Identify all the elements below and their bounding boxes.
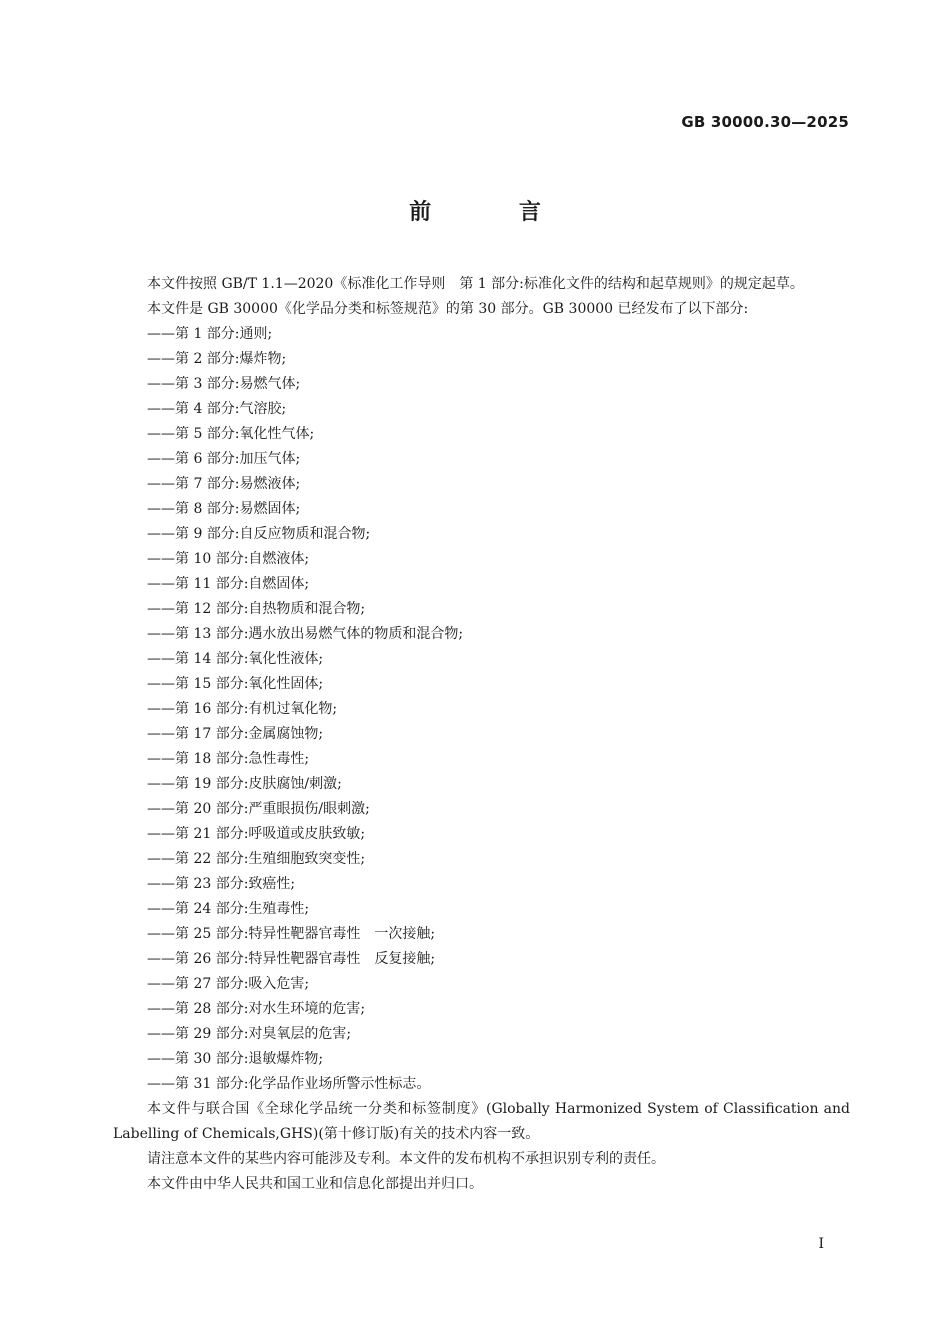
list-item: ——第 5 部分:氧化性气体; bbox=[147, 426, 315, 442]
list-item: ——第 16 部分:有机过氧化物; bbox=[147, 701, 338, 717]
list-item: ——第 23 部分:致癌性; bbox=[147, 876, 296, 892]
list-item: ——第 4 部分:气溶胶; bbox=[147, 401, 287, 417]
list-item: ——第 20 部分:严重眼损伤/眼刺激; bbox=[147, 801, 370, 817]
list-item: ——第 31 部分:化学品作业场所警示性标志。 bbox=[147, 1076, 431, 1092]
list-item: ——第 3 部分:易燃气体; bbox=[147, 376, 301, 392]
page-number: I bbox=[818, 1236, 824, 1252]
list-item: ——第 14 部分:氧化性液体; bbox=[147, 651, 324, 667]
list-item: ——第 28 部分:对水生环境的危害; bbox=[147, 1001, 366, 1017]
list-item: ——第 26 部分:特异性靶器官毒性 反复接触; bbox=[147, 951, 436, 967]
list-item: ——第 7 部分:易燃液体; bbox=[147, 476, 301, 492]
parts-list bbox=[113, 322, 850, 1097]
list-item: ——第 6 部分:加压气体; bbox=[147, 451, 301, 467]
list-item: ——第 30 部分:退敏爆炸物; bbox=[147, 1051, 324, 1067]
foreword-body bbox=[113, 272, 850, 1197]
list-item: ——第 18 部分:急性毒性; bbox=[147, 751, 310, 767]
list-item: ——第 19 部分:皮肤腐蚀/刺激; bbox=[147, 776, 342, 792]
standard-number: GB 30000.30—2025 bbox=[681, 113, 849, 131]
paragraph-proposer: 本文件由中华人民共和国工业和信息化部提出并归口。 bbox=[147, 1176, 483, 1192]
list-item: ——第 15 部分:氧化性固体; bbox=[147, 676, 324, 692]
list-item: ——第 21 部分:呼吸道或皮肤致敏; bbox=[147, 826, 366, 842]
list-item: ——第 22 部分:生殖细胞致突变性; bbox=[147, 851, 366, 867]
list-item: ——第 24 部分:生殖毒性; bbox=[147, 901, 310, 917]
page-title: 前 言 bbox=[409, 200, 581, 225]
paragraph-parts-intro: 本文件是 GB 30000《化学品分类和标签规范》的第 30 部分。GB 30000 已经发布了以下部分: bbox=[147, 301, 749, 317]
list-item: ——第 2 部分:爆炸物; bbox=[147, 351, 287, 367]
list-item: ——第 25 部分:特异性靶器官毒性 一次接触; bbox=[147, 926, 436, 942]
paragraph-drafting-rules: 本文件按照 GB/T 1.1—2020《标准化工作导则 第 1 部分:标准化文件的结构和起草规则》的规定起草。 bbox=[147, 276, 804, 292]
list-item: ——第 9 部分:自反应物质和混合物; bbox=[147, 526, 371, 542]
list-item: ——第 11 部分:自燃固体; bbox=[147, 576, 310, 592]
paragraph-patent-notice: 请注意本文件的某些内容可能涉及专利。本文件的发布机构不承担识别专利的责任。 bbox=[147, 1151, 665, 1167]
list-item: ——第 8 部分:易燃固体; bbox=[147, 501, 301, 517]
list-item: ——第 17 部分:金属腐蚀物; bbox=[147, 726, 324, 742]
list-item: ——第 1 部分:通则; bbox=[147, 326, 273, 342]
list-item: ——第 13 部分:遇水放出易燃气体的物质和混合物; bbox=[147, 626, 464, 642]
paragraph-ghs-consistency: 本文件与联合国《全球化学品统一分类和标签制度》(Globally Harmonized System of Classification and Labelling of Chemicals,GHS)(第十修订版)有关的技术内容一致。 bbox=[113, 1101, 850, 1142]
list-item: ——第 12 部分:自热物质和混合物; bbox=[147, 601, 366, 617]
list-item: ——第 27 部分:吸入危害; bbox=[147, 976, 310, 992]
list-item: ——第 29 部分:对臭氧层的危害; bbox=[147, 1026, 352, 1042]
list-item: ——第 10 部分:自燃液体; bbox=[147, 551, 310, 567]
